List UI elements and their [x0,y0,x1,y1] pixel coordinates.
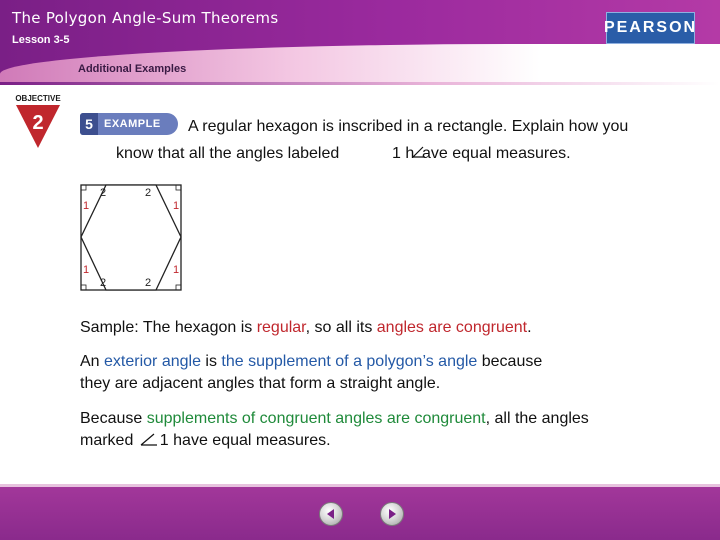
angle-label: 2 [145,187,152,199]
lesson-number: Lesson 3-5 [12,34,70,46]
next-slide-button[interactable] [380,502,404,526]
answer-paragraph-2: An exterior angle is the supplement of a polygon’s angle because they are adjacent angles that form a straight angle. [80,353,543,392]
pearson-logo: PEARSON [606,12,695,44]
objective-icon [10,92,66,152]
hexagon-diagram [78,182,184,293]
previous-arrow-icon [325,508,337,520]
example-number: 5 [80,113,98,135]
previous-slide-button[interactable] [319,502,343,526]
angle-label: 1 [173,200,180,212]
header-divider [0,82,720,85]
angle-label: 2 [100,277,107,289]
angle-icon [138,432,160,446]
answer-paragraph-3: Because supplements of congruent angles are congruent, all the angles marked 1 have equal measures. [80,410,589,449]
next-arrow-icon [386,508,398,520]
example-badge [80,113,178,135]
angle-label: 2 [100,187,107,199]
deck-title: The Polygon Angle-Sum Theorems [12,9,279,27]
example-prompt-line1: A regular hexagon is inscribed in a rectangle. Explain how you [188,118,629,135]
answer-paragraph-1: Sample: The hexagon is regular, so all its angles are congruent. [80,319,532,336]
angle-reference: 1 h [392,145,415,162]
example-prompt-line2-end: ave equal measures. [422,145,571,162]
angle-label: 1 [83,264,90,276]
objective-label: OBJECTIVE [15,94,61,103]
example-label: EXAMPLE [104,118,161,130]
example-prompt-line2: know that all the angles labeled [116,145,340,162]
subject-label: Geometry [612,52,678,69]
angle-label: 2 [145,277,152,289]
angle-label: 1 [173,264,180,276]
objective-number: 2 [32,112,44,134]
footer-band [0,487,720,540]
section-subtitle: Additional Examples [78,63,187,75]
angle-label: 1 [83,200,90,212]
